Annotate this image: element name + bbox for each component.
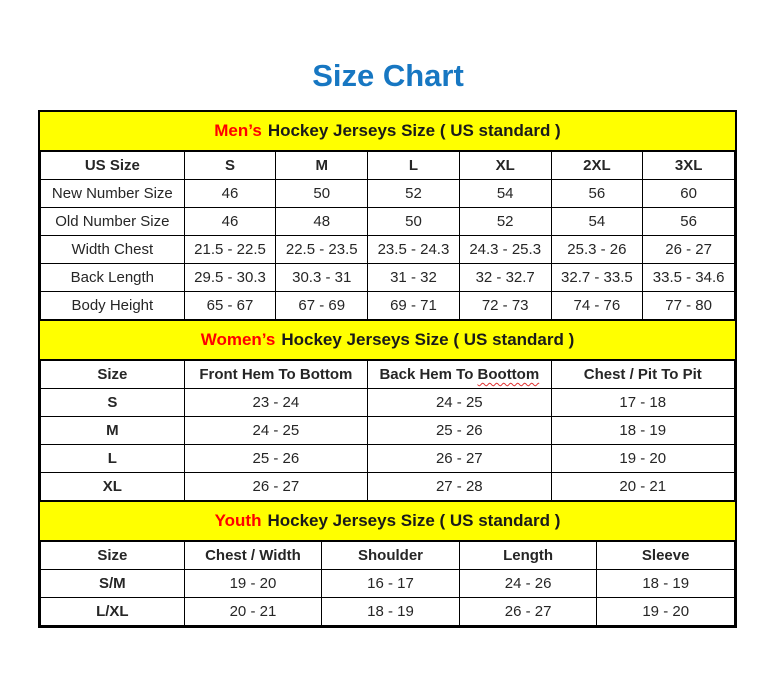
mens-row-label: Back Length [41, 264, 185, 292]
mens-row-label: Old Number Size [41, 208, 185, 236]
youth-column-header: Shoulder [322, 542, 460, 570]
womens-title-text: Hockey Jerseys Size ( US standard ) [281, 330, 575, 349]
mens-size-value-cell: 32.7 - 33.5 [551, 264, 643, 292]
mens-size-section [40, 112, 735, 320]
mens-size-value-cell: 67 - 69 [276, 292, 368, 320]
mens-size-value-cell: 65 - 67 [184, 292, 276, 320]
womens-title-highlight: Women’s [200, 330, 276, 349]
youth-size-value-cell: 24 - 26 [459, 570, 597, 598]
womens-size-value-cell: 25 - 26 [368, 417, 551, 445]
womens-table-row [41, 417, 735, 445]
womens-row-label: M [41, 417, 185, 445]
womens-row-label: S [41, 389, 185, 417]
womens-size-value-cell: 23 - 24 [184, 389, 367, 417]
mens-column-header: 3XL [643, 152, 735, 180]
mens-title-highlight: Men’s [214, 121, 262, 140]
misspelled-word-squiggle: Boottom [477, 366, 540, 383]
womens-header-row [41, 361, 735, 389]
youth-size-table [40, 541, 735, 626]
mens-size-value-cell: 21.5 - 22.5 [184, 236, 276, 264]
womens-table-row [41, 473, 735, 501]
mens-size-value-cell: 50 [276, 180, 368, 208]
mens-size-value-cell: 56 [551, 180, 643, 208]
womens-size-table [40, 360, 735, 501]
youth-size-value-cell: 26 - 27 [459, 598, 597, 626]
mens-size-value-cell: 31 - 32 [368, 264, 460, 292]
mens-table-row [41, 292, 735, 320]
womens-size-value-cell: 19 - 20 [551, 445, 734, 473]
mens-size-value-cell: 54 [551, 208, 643, 236]
mens-size-value-cell: 54 [459, 180, 551, 208]
mens-size-value-cell: 72 - 73 [459, 292, 551, 320]
mens-size-value-cell: 56 [643, 208, 735, 236]
mens-size-value-cell: 69 - 71 [368, 292, 460, 320]
mens-size-value-cell: 46 [184, 180, 276, 208]
mens-size-value-cell: 26 - 27 [643, 236, 735, 264]
mens-size-value-cell: 33.5 - 34.6 [643, 264, 735, 292]
mens-size-value-cell: 22.5 - 23.5 [276, 236, 368, 264]
womens-size-value-cell: 25 - 26 [184, 445, 367, 473]
mens-size-value-cell: 24.3 - 25.3 [459, 236, 551, 264]
youth-row-label: S/M [41, 570, 185, 598]
youth-column-header: Size [41, 542, 185, 570]
mens-column-header: US Size [41, 152, 185, 180]
mens-size-table [40, 151, 735, 320]
mens-size-value-cell: 48 [276, 208, 368, 236]
youth-table-row [41, 598, 735, 626]
youth-title-highlight: Youth [214, 511, 262, 530]
youth-size-section [40, 501, 735, 626]
mens-column-header: L [368, 152, 460, 180]
mens-size-value-cell: 50 [368, 208, 460, 236]
mens-size-value-cell: 23.5 - 24.3 [368, 236, 460, 264]
mens-size-value-cell: 25.3 - 26 [551, 236, 643, 264]
youth-table-title [40, 501, 735, 541]
mens-table-row [41, 264, 735, 292]
mens-column-header: M [276, 152, 368, 180]
youth-column-header: Length [459, 542, 597, 570]
youth-column-header: Chest / Width [184, 542, 322, 570]
womens-column-header: Front Hem To Bottom [184, 361, 367, 389]
size-tables-frame [38, 110, 737, 628]
youth-size-value-cell: 16 - 17 [322, 570, 460, 598]
mens-size-value-cell: 30.3 - 31 [276, 264, 368, 292]
mens-table-row [41, 208, 735, 236]
youth-size-value-cell: 20 - 21 [184, 598, 322, 626]
womens-row-label: XL [41, 473, 185, 501]
womens-column-header: Size [41, 361, 185, 389]
mens-size-value-cell: 60 [643, 180, 735, 208]
youth-size-value-cell: 19 - 20 [597, 598, 735, 626]
womens-size-section [40, 320, 735, 501]
mens-size-value-cell: 32 - 32.7 [459, 264, 551, 292]
mens-header-row [41, 152, 735, 180]
womens-size-value-cell: 27 - 28 [368, 473, 551, 501]
womens-table-row [41, 445, 735, 473]
youth-size-value-cell: 19 - 20 [184, 570, 322, 598]
mens-row-label: New Number Size [41, 180, 185, 208]
womens-size-value-cell: 26 - 27 [368, 445, 551, 473]
mens-title-text: Hockey Jerseys Size ( US standard ) [267, 121, 561, 140]
mens-size-value-cell: 46 [184, 208, 276, 236]
womens-size-value-cell: 24 - 25 [184, 417, 367, 445]
mens-size-value-cell: 77 - 80 [643, 292, 735, 320]
youth-table-row [41, 570, 735, 598]
mens-size-value-cell: 52 [368, 180, 460, 208]
mens-column-header: XL [459, 152, 551, 180]
column-header-text: Back Hem To [379, 366, 478, 383]
mens-table-row [41, 236, 735, 264]
mens-table-title [40, 112, 735, 151]
womens-column-header [368, 361, 551, 389]
womens-size-value-cell: 17 - 18 [551, 389, 734, 417]
mens-column-header: S [184, 152, 276, 180]
youth-column-header: Sleeve [597, 542, 735, 570]
mens-table-row [41, 180, 735, 208]
youth-title-text: Hockey Jerseys Size ( US standard ) [267, 511, 561, 530]
womens-table-title [40, 320, 735, 360]
youth-row-label: L/XL [41, 598, 185, 626]
womens-column-header: Chest / Pit To Pit [551, 361, 734, 389]
womens-size-value-cell: 18 - 19 [551, 417, 734, 445]
womens-table-row [41, 389, 735, 417]
mens-row-label: Body Height [41, 292, 185, 320]
youth-size-value-cell: 18 - 19 [597, 570, 735, 598]
size-chart-document [0, 58, 776, 692]
womens-size-value-cell: 24 - 25 [368, 389, 551, 417]
page-title: Size Chart [312, 58, 464, 93]
womens-size-value-cell: 26 - 27 [184, 473, 367, 501]
youth-header-row [41, 542, 735, 570]
mens-column-header: 2XL [551, 152, 643, 180]
mens-row-label: Width Chest [41, 236, 185, 264]
youth-size-value-cell: 18 - 19 [322, 598, 460, 626]
mens-size-value-cell: 74 - 76 [551, 292, 643, 320]
mens-size-value-cell: 52 [459, 208, 551, 236]
womens-size-value-cell: 20 - 21 [551, 473, 734, 501]
womens-row-label: L [41, 445, 185, 473]
mens-size-value-cell: 29.5 - 30.3 [184, 264, 276, 292]
